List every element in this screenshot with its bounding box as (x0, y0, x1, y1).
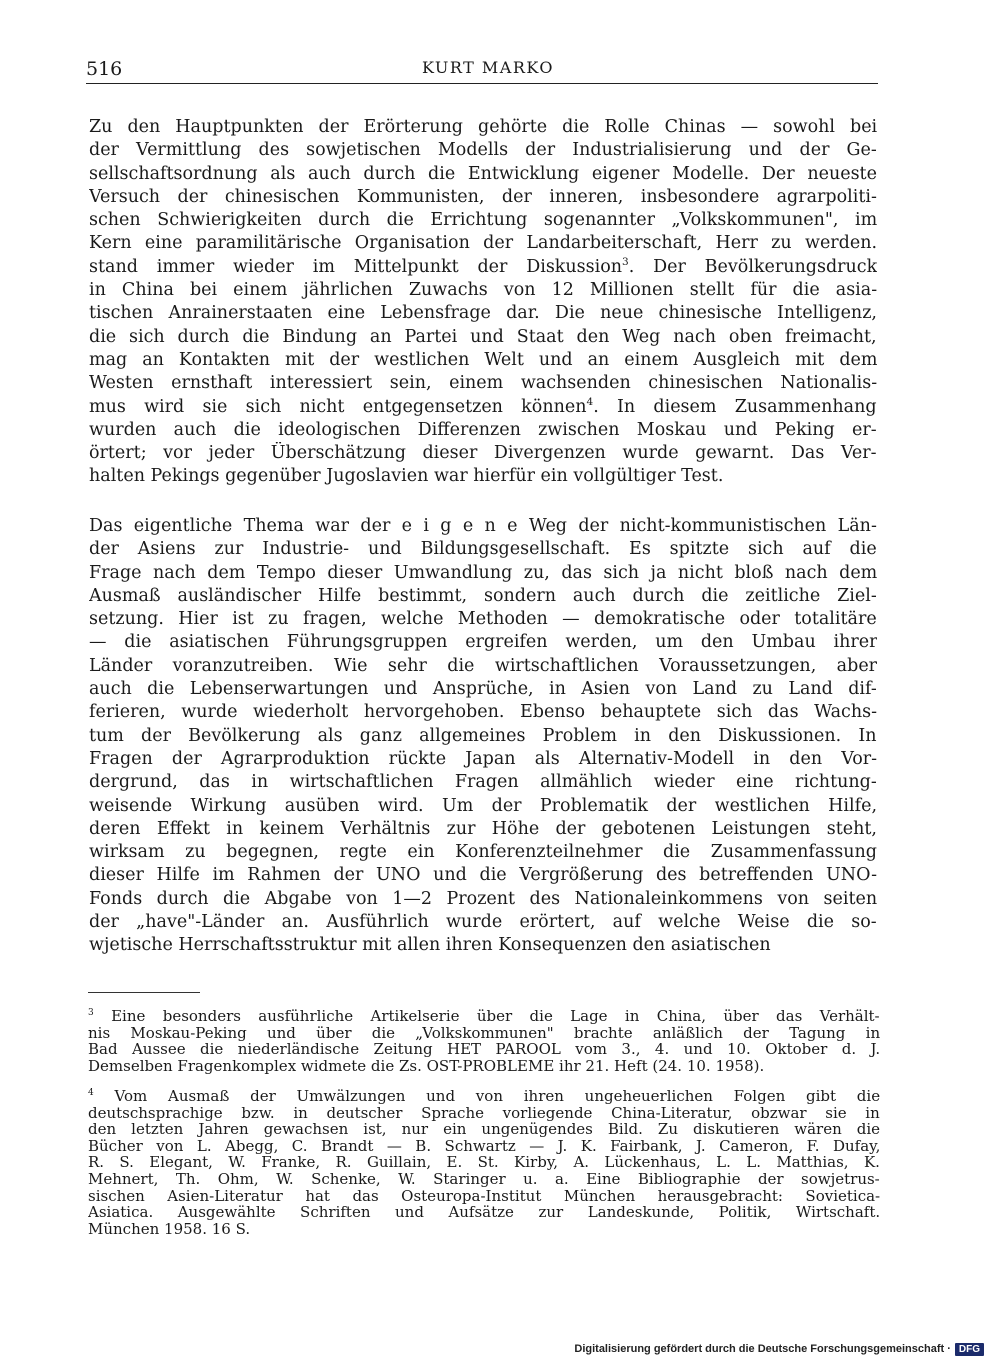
text-line: Ausmaß ausländischer Hilfe bestimmt, sondern auch durch die zeitliche Ziel- (89, 585, 877, 606)
footnote-3 (88, 1008, 880, 1074)
page-number: 516 (86, 58, 123, 80)
text-line: Zu den Hauptpunkten der Erörterung gehörte die Rolle Chinas — sowohl bei (89, 117, 877, 137)
text-line: Frage nach dem Tempo dieser Umwandlung zu, das sich ja nicht bloß nach dem (89, 562, 877, 583)
text-line (89, 256, 877, 279)
footnote-line: Asiatica. Ausgewählte Schriften und Aufsätze zur Landeskunde, Politik, Wirtschaft. (88, 1204, 880, 1221)
text-line: tum der Bevölkerung als ganz allgemeines Problem in den Diskussionen. In (89, 725, 877, 746)
footnote-line (88, 1088, 880, 1105)
text-line: Westen ernsthaft interessiert sein, einem wachsenden chinesischen Nationalis- (89, 373, 877, 394)
footnote-line: Mehnert, Th. Ohm, W. Schenke, W. Staringer u. a. Eine Bibliographie der sowjetrus- (88, 1170, 880, 1188)
footnote-rule (88, 992, 200, 993)
text-line: Das eigentliche Thema war der e i g e n e Weg der nicht-kommunistischen Län- (89, 516, 877, 536)
footnote-line: R. S. Elegant, W. Franke, R. Guillain, E. St. Kirby, A. Lückenhaus, L. L. Matthias, K. (88, 1154, 880, 1171)
line-segment: . In diesem Zusammenhang (593, 396, 877, 417)
text-line: schen Schwierigkeiten durch die Errichtung sogenannter „Volkskommunen", im (89, 210, 877, 231)
footnote-line: München 1958. 16 S. (88, 1220, 251, 1238)
text-line: ferieren, wurde wiederholt hervorgehoben. Ebenso behauptete sich das Wachs- (89, 702, 877, 723)
footnote-line: nis Moskau-Peking und über die „Volkskommunen" brachte anläßlich der Tagung in (88, 1024, 880, 1042)
text-line: der Vermittlung des sowjetischen Modells der Industrialisierung und der Ge- (89, 140, 877, 161)
text-line (89, 396, 877, 419)
footnote-text: Eine besonders ausführliche Artikelserie über die Lage in China, über das Verhält- (93, 1008, 880, 1025)
text-line: Fonds durch die Abgabe von 1—2 Prozent des Nationaleinkommens von seiten (89, 888, 877, 909)
text-line: Fragen der Agrarproduktion rückte Japan als Alternativ-Modell in den Vor- (89, 748, 877, 769)
footnote-line: Bad Aussee die niederländische Zeitung HET PAROOL vom 3., 4. und 10. Oktober d. J. (88, 1041, 880, 1058)
footnote-number: 3 (88, 1008, 94, 1018)
text-line: Versuch der chinesischen Kommunisten, der inneren, insbesondere agrarpoliti- (89, 186, 877, 207)
text-line: der „have"-Länder an. Ausführlich wurde erörtert, auf welche Weise die so- (89, 912, 877, 933)
text-line: die sich durch die Bindung an Partei und Staat den Weg nach oben freimacht, (89, 326, 877, 347)
text-line: wurden auch die ideologischen Differenzen zwischen Moskau und Peking er- (89, 419, 877, 440)
credit-text: Digitalisierung gefördert durch die Deutsche Forschungsgemeinschaft · (574, 1343, 951, 1355)
header-rule (86, 83, 878, 84)
dfg-logo: DFG (955, 1343, 984, 1356)
line-segment: mus wird sie sich nicht entgegensetzen können (89, 396, 587, 417)
footnote-ref[interactable]: 3 (622, 255, 629, 268)
footnote-ref[interactable]: 4 (586, 395, 594, 408)
footnote-line: sischen Asien-Literatur hat das Osteuropa-Institut München herausgebracht: Sovietica- (88, 1187, 880, 1205)
text-line: halten Pekings gegenüber Jugoslavien war hierfür ein vollgültiger Test. (89, 466, 724, 487)
footnote-line (88, 1008, 880, 1025)
text-line: der Asiens zur Industrie- und Bildungsgesellschaft. Es spitzte sich auf die (89, 539, 877, 560)
text-line: deren Effekt in keinem Verhältnis zur Höhe der gebotenen Leistungen steht, (89, 818, 877, 839)
text-line: tischen Anrainerstaaten eine Lebensfrage dar. Die neue chinesische Intelligenz, (89, 303, 877, 324)
footnote-line: Bücher von L. Abegg, C. Brandt — B. Schwartz — J. K. Fairbank, J. Cameron, F. Dufay, (88, 1137, 880, 1155)
footnote-4 (88, 1088, 880, 1237)
text-line: dieser Hilfe im Rahmen der UNO und die Vergrößerung des betreffenden UNO- (89, 865, 877, 886)
running-head: KURT MARKO (422, 58, 555, 77)
footnote-line: den letzten Jahren gewachsen ist, nur ein ungenügendes Bild. Zu diskutieren wären die (88, 1121, 880, 1138)
text-line: in China bei einem jährlichen Zuwachs von 12 Millionen stellt für die asia- (89, 280, 877, 301)
paragraph-2 (89, 515, 877, 958)
digitization-credit (574, 1340, 984, 1358)
text-line: wirksam zu begegnen, regte ein Konferenzteilnehmer die Zusammenfassung (89, 842, 877, 863)
text-line: örtert; vor jeder Überschätzung dieser Divergenzen wurde gewarnt. Das Ver- (89, 443, 877, 464)
text-line: mag an Kontakten mit der westlichen Welt und an einem Ausgleich mit dem (89, 349, 877, 370)
text-line: sellschaftsordnung als auch durch die Entwicklung eigener Modelle. Der neueste (89, 163, 877, 184)
text-line: Länder voranzutreiben. Wie sehr die wirtschaftlichen Voraussetzungen, aber (89, 655, 877, 676)
footnote-text: Vom Ausmaß der Umwälzungen und von ihren ungeheuerlichen Folgen gibt die (93, 1088, 880, 1105)
footnote-line: deutschsprachige bzw. in deutscher Sprache vorliegende China-Literatur, obzwar sie in (88, 1104, 880, 1122)
footnote-number: 4 (88, 1088, 94, 1098)
text-line: Kern eine paramilitärische Organisation der Landarbeiterschaft, Herr zu werden. (89, 233, 877, 254)
line-segment: . Der Bevölkerungsdruck (628, 256, 877, 277)
text-line: — die asiatischen Führungsgruppen ergreifen werden, um den Umbau ihrer (89, 632, 877, 653)
text-line: setzung. Hier ist zu fragen, welche Methoden — demokratische oder totalitäre (89, 609, 877, 630)
text-line: auch die Lebenserwartungen und Ansprüche, in Asien von Land zu Land dif- (89, 679, 877, 700)
text-line: dergrund, das in wirtschaftlichen Fragen allmählich wieder eine richtung- (89, 772, 877, 793)
footnote-line: Demselben Fragenkomplex widmete die Zs. OST-PROBLEME ihr 21. Heft (24. 10. 1958). (88, 1057, 765, 1075)
page-header (86, 58, 878, 86)
text-line: wjetische Herrschaftsstruktur mit allen ihren Konsequenzen den asiatischen (89, 935, 771, 956)
text-line: weisende Wirkung ausüben wird. Um der Problematik der westlichen Hilfe, (89, 795, 877, 816)
paragraph-1 (89, 116, 877, 489)
line-segment: stand immer wieder im Mittelpunkt der Diskussion (89, 256, 623, 277)
